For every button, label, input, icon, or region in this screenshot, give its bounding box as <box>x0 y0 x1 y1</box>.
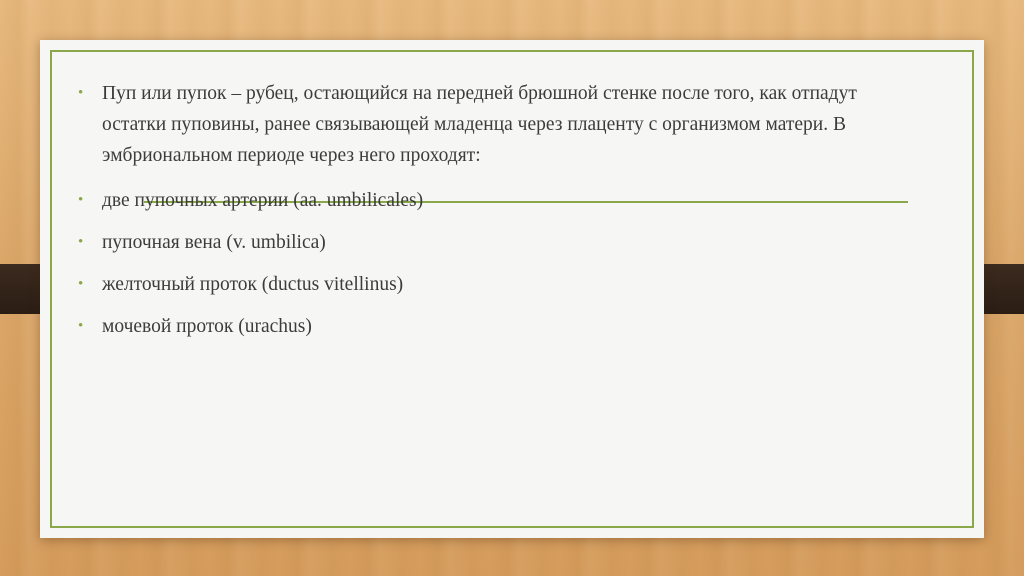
bullet-icon: • <box>78 234 84 250</box>
bullet-item-urachus <box>78 311 878 342</box>
bullet-item-vein <box>78 227 878 258</box>
bullet-icon: • <box>78 192 84 208</box>
bullet-icon: • <box>78 85 84 101</box>
bullet-item-intro <box>78 78 878 177</box>
bullet-icon: • <box>78 276 84 292</box>
intro-text: Пуп или пупок – рубец, остающийся на передней брюшной стенке после того, как отпадут остатки пуповины, ранее связывающей младенца через плаценту с организмом матери. В эмбриональном периоде через него проходят: <box>102 83 857 166</box>
item-text: пупочная вена (v. umbilica) <box>102 232 326 253</box>
item-text: две пупочных артерии (aa. umbilicales) <box>102 190 424 211</box>
item-text: мочевой проток (urachus) <box>102 316 312 337</box>
slide-content <box>78 78 878 353</box>
item-text: желточный проток (ductus vitellinus) <box>102 274 404 295</box>
bullet-item-vitelline-duct <box>78 269 878 300</box>
bullet-item-arteries <box>78 185 878 216</box>
bullet-icon: • <box>78 318 84 334</box>
